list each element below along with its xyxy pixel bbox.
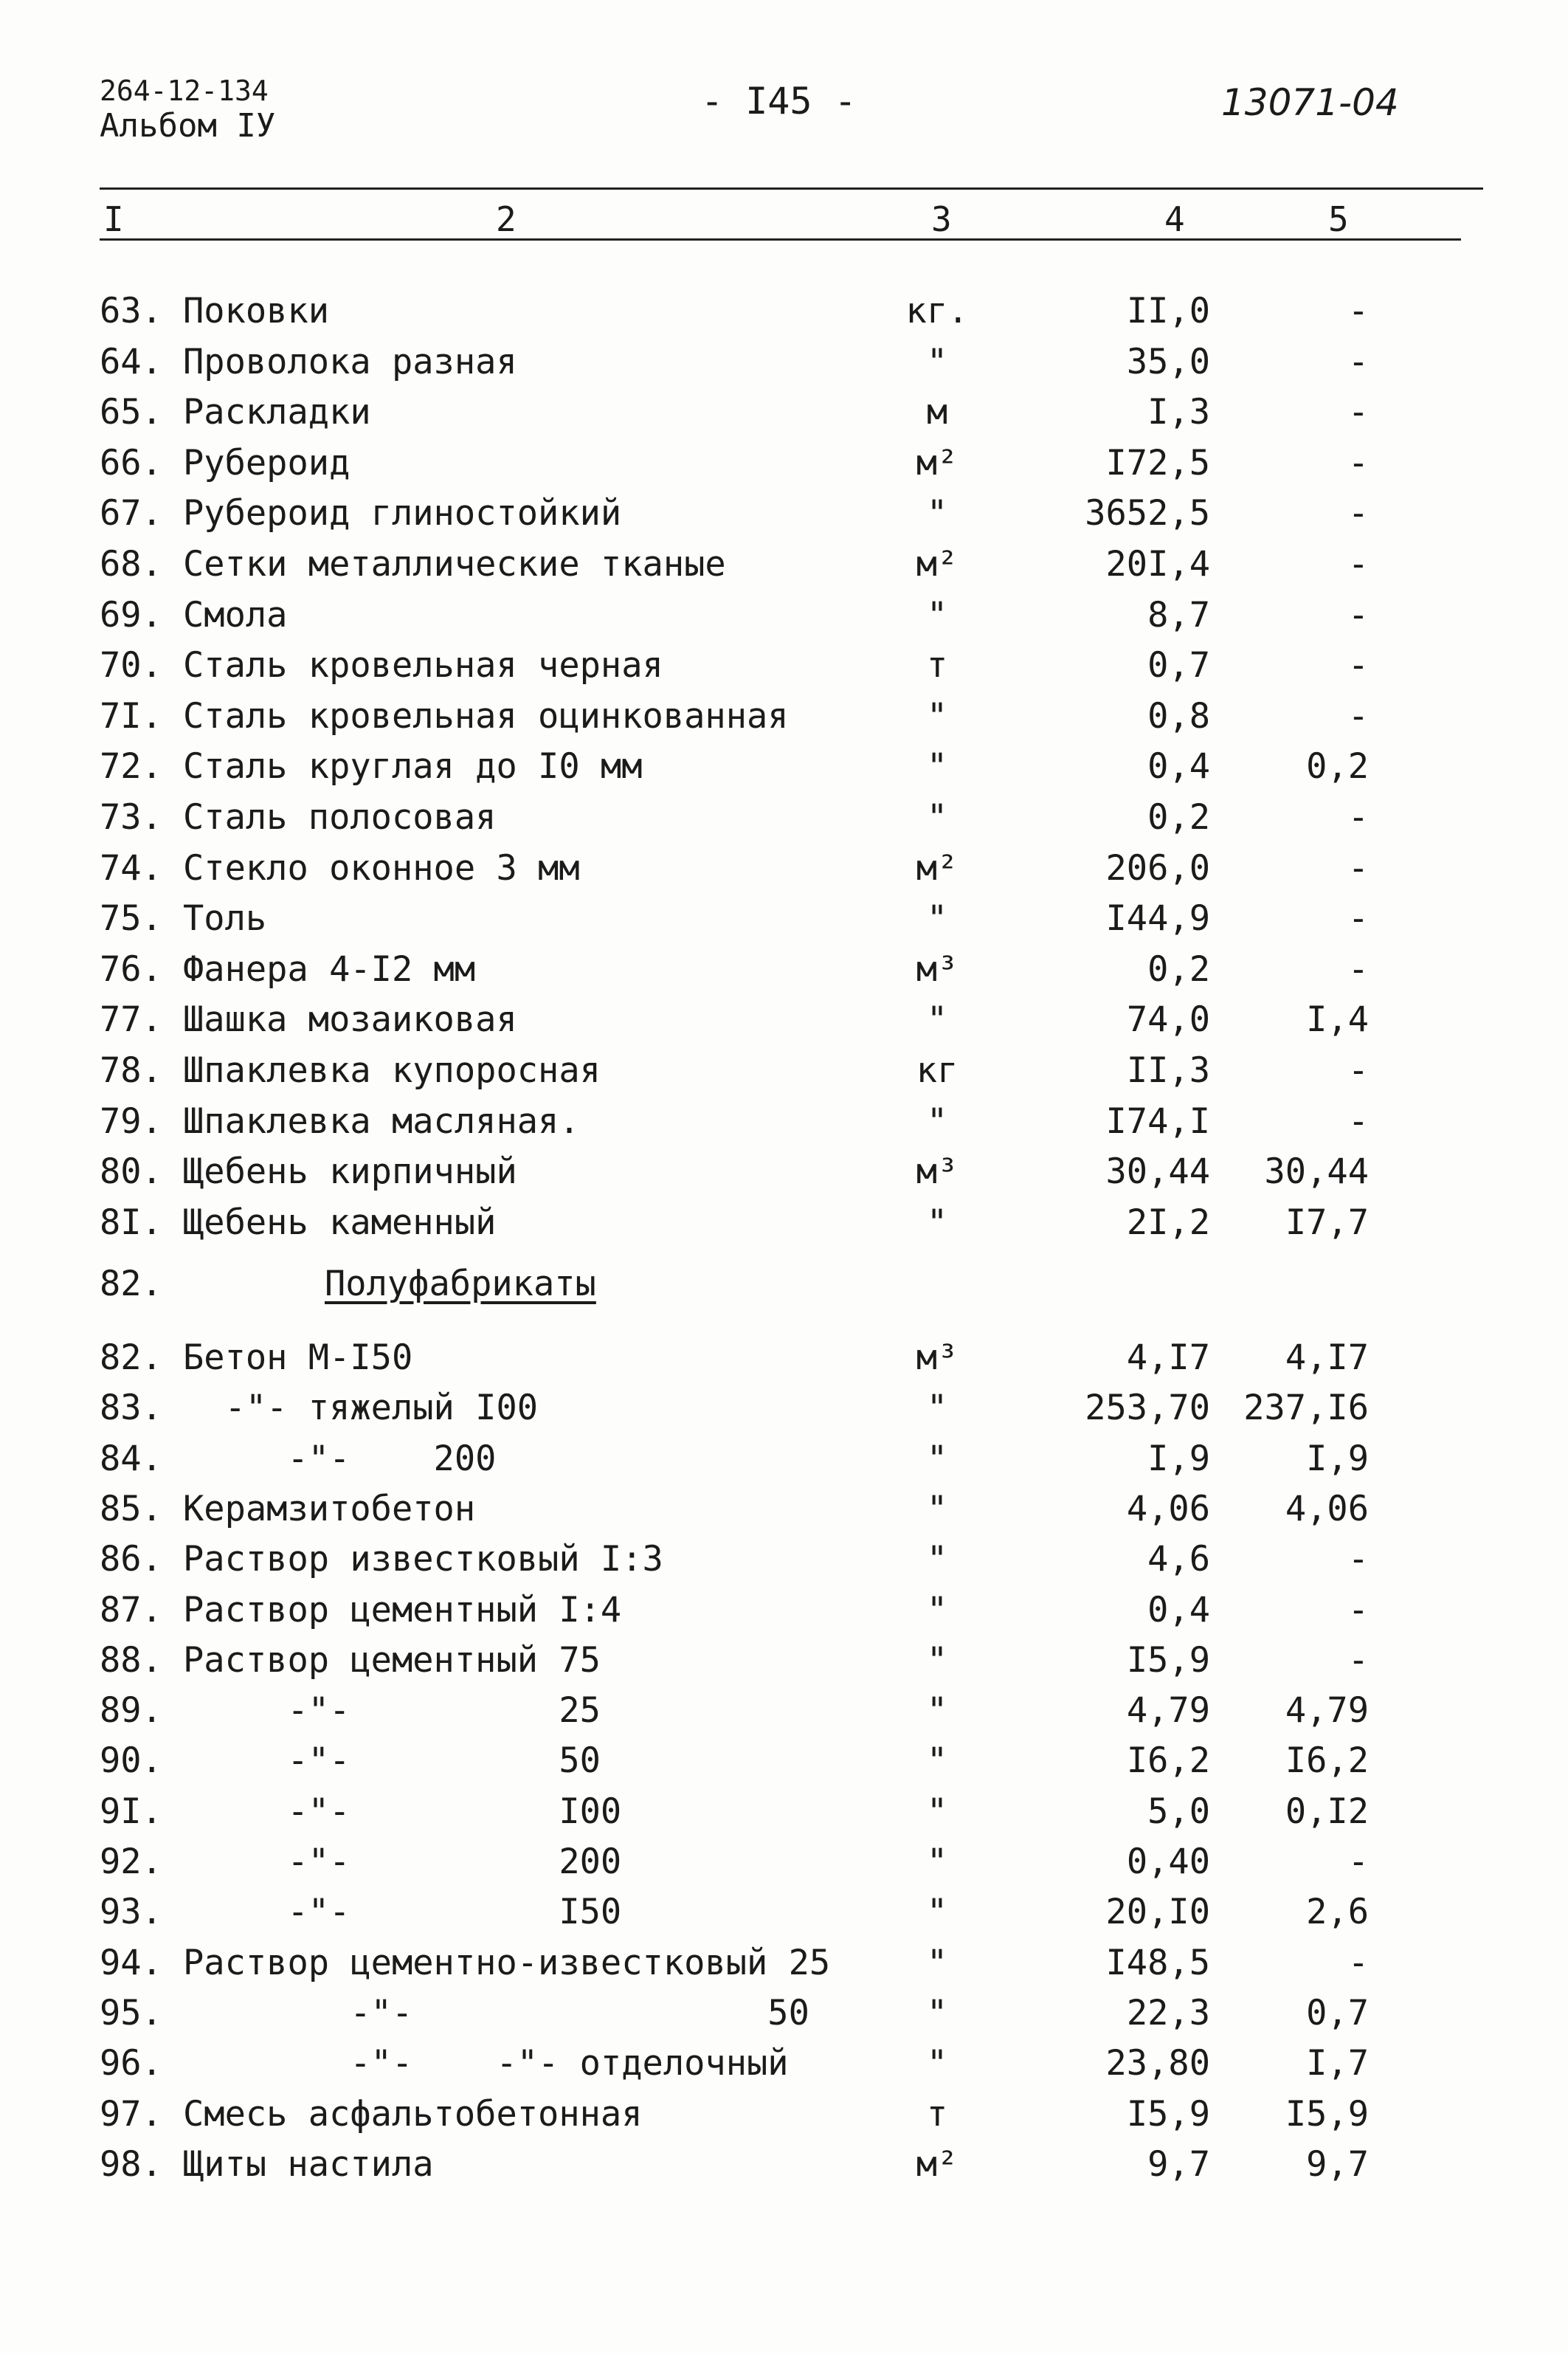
row-unit: м — [926, 392, 948, 433]
row-num: 74. — [100, 847, 162, 889]
row-name: Смесь асфальтобетонная — [183, 2093, 643, 2135]
row-name: Бетон М-I50 — [183, 1337, 413, 1378]
table-row — [0, 489, 1568, 539]
table-row — [0, 945, 1568, 995]
row-v4: I74,I — [1105, 1100, 1210, 1142]
section-number: 82. — [100, 1264, 162, 1304]
row-v4: 0,2 — [1147, 797, 1210, 838]
row-name: Стекло оконное 3 мм — [183, 847, 580, 889]
row-num: 93. — [100, 1892, 162, 1933]
row-unit: " — [926, 1539, 948, 1580]
row-v4: I44,9 — [1105, 898, 1210, 940]
row-num: 63. — [100, 291, 162, 331]
table-row — [0, 1887, 1568, 1937]
row-num: 7I. — [100, 695, 162, 737]
row-num: 76. — [100, 948, 162, 990]
table-row — [0, 1333, 1568, 1383]
column-header-4: 4 — [1164, 199, 1185, 239]
row-v4: 4,06 — [1126, 1488, 1210, 1529]
row-num: 73. — [100, 797, 162, 838]
row-v5: - — [1347, 493, 1369, 534]
row-v4: 22,3 — [1126, 1992, 1210, 2033]
row-v5: - — [1347, 1942, 1369, 1983]
row-v4: 2I,2 — [1126, 1202, 1210, 1243]
row-num: 90. — [100, 1740, 162, 1782]
row-v4: I72,5 — [1105, 442, 1210, 483]
row-v4: 35,0 — [1126, 341, 1210, 382]
row-name: Раскладки — [183, 392, 371, 433]
row-name: Фанера 4-I2 мм — [183, 948, 476, 990]
row-num: 98. — [100, 2143, 162, 2185]
row-name: Щиты настила — [183, 2143, 434, 2185]
row-v5: I,4 — [1306, 999, 1369, 1041]
row-unit: " — [926, 1202, 948, 1243]
table-row — [0, 590, 1568, 641]
row-unit: " — [926, 1992, 948, 2033]
row-v5: - — [1347, 948, 1369, 990]
row-unit: " — [926, 594, 948, 635]
row-unit: т — [926, 2093, 948, 2135]
row-num: 96. — [100, 2043, 162, 2084]
row-unit: т — [926, 645, 948, 686]
row-v4: 20,I0 — [1105, 1892, 1210, 1933]
row-num: 69. — [100, 594, 162, 635]
row-v4: I,3 — [1147, 392, 1210, 433]
row-num: 97. — [100, 2093, 162, 2135]
row-name: Смола — [183, 594, 288, 635]
row-unit: " — [926, 746, 948, 788]
row-v5: 2,6 — [1306, 1892, 1369, 1933]
row-unit: " — [926, 695, 948, 737]
row-v4: 0,40 — [1126, 1842, 1210, 1882]
row-v5: 0,2 — [1306, 746, 1369, 788]
row-name: Толь — [183, 898, 267, 940]
column-header-3: 3 — [931, 199, 952, 239]
row-name: Сталь круглая до I0 мм — [183, 746, 643, 788]
row-v5: 4,79 — [1285, 1690, 1369, 1732]
row-name: Шпаклевка масляная. — [183, 1100, 580, 1142]
row-v4: 23,80 — [1105, 2043, 1210, 2084]
row-name: -"- 25 — [183, 1690, 601, 1732]
row-v4: 253,70 — [1085, 1388, 1210, 1429]
table-row — [0, 1097, 1568, 1147]
row-unit: " — [926, 1388, 948, 1429]
row-unit: м³ — [916, 1151, 959, 1193]
row-name: Сталь полосовая — [183, 797, 497, 838]
row-name: Керамзитобетон — [183, 1488, 476, 1529]
row-v5: - — [1347, 695, 1369, 737]
row-name: Рубероид — [183, 442, 350, 483]
row-num: 87. — [100, 1589, 162, 1630]
row-name: Проволока разная — [183, 341, 517, 382]
row-num: 94. — [100, 1942, 162, 1983]
table-row — [0, 1534, 1568, 1585]
row-v5: - — [1347, 1842, 1369, 1882]
row-name: Раствор цементно-известковый 25 — [183, 1942, 831, 1983]
table-row — [0, 641, 1568, 691]
row-v5: I,7 — [1306, 2043, 1369, 2084]
row-v5: - — [1347, 797, 1369, 838]
row-v4: I5,9 — [1126, 2093, 1210, 2135]
row-v4: 5,0 — [1147, 1791, 1210, 1832]
table-row — [0, 286, 1568, 337]
row-unit: " — [926, 2043, 948, 2084]
table-row — [0, 1938, 1568, 1988]
row-unit: " — [926, 1892, 948, 1933]
row-v5: - — [1347, 291, 1369, 331]
row-v4: 4,6 — [1147, 1539, 1210, 1580]
row-num: 95. — [100, 1992, 162, 2033]
row-num: 70. — [100, 645, 162, 686]
document-code: 264-12-134 — [100, 75, 269, 107]
column-header-5: 5 — [1328, 199, 1349, 239]
row-num: 88. — [100, 1639, 162, 1681]
table-row — [0, 995, 1568, 1045]
row-name: -"- -"- отделочный — [183, 2043, 789, 2084]
row-unit: " — [926, 341, 948, 382]
row-unit: м³ — [916, 948, 959, 990]
row-v5: 4,06 — [1285, 1488, 1369, 1529]
row-name: Сталь кровельная оцинкованная — [183, 695, 789, 737]
row-num: 67. — [100, 493, 162, 534]
row-name: Щебень каменный — [183, 1202, 497, 1243]
row-v5: 237,I6 — [1243, 1388, 1369, 1429]
row-unit: м² — [916, 2143, 959, 2185]
table-row — [0, 337, 1568, 387]
table-row — [0, 1434, 1568, 1484]
row-v4: I6,2 — [1126, 1740, 1210, 1782]
row-v5: - — [1347, 341, 1369, 382]
table-row — [0, 692, 1568, 742]
row-name: -"- 50 — [183, 1992, 809, 2033]
row-unit: " — [926, 999, 948, 1041]
row-num: 89. — [100, 1690, 162, 1732]
table-row — [0, 1736, 1568, 1786]
row-v4: 74,0 — [1126, 999, 1210, 1041]
row-num: 83. — [100, 1388, 162, 1429]
row-num: 80. — [100, 1151, 162, 1193]
row-v5: - — [1347, 1589, 1369, 1630]
column-header-2: 2 — [496, 199, 517, 239]
row-v5: 30,44 — [1264, 1151, 1369, 1193]
row-v5: - — [1347, 1539, 1369, 1580]
row-v5: - — [1347, 1100, 1369, 1142]
row-num: 92. — [100, 1842, 162, 1882]
row-v5: 4,I7 — [1285, 1337, 1369, 1378]
column-header-1: I — [103, 199, 124, 239]
row-unit: м² — [916, 544, 959, 585]
row-num: 85. — [100, 1488, 162, 1529]
row-num: 75. — [100, 898, 162, 940]
row-v5: - — [1347, 898, 1369, 940]
row-name: Раствор цементный I:4 — [183, 1589, 622, 1630]
row-v4: 206,0 — [1105, 847, 1210, 889]
row-unit: " — [926, 797, 948, 838]
table-row — [0, 1686, 1568, 1736]
row-v5: I7,7 — [1285, 1202, 1369, 1243]
row-unit: " — [926, 493, 948, 534]
row-unit: " — [926, 898, 948, 940]
row-v4: 0,4 — [1147, 1589, 1210, 1630]
row-num: 79. — [100, 1100, 162, 1142]
row-v4: II,0 — [1126, 291, 1210, 331]
row-name: -"- тяжелый I00 — [183, 1388, 539, 1429]
row-name: -"- I00 — [183, 1791, 622, 1832]
row-num: 68. — [100, 544, 162, 585]
row-v4: I5,9 — [1126, 1639, 1210, 1681]
table-row — [0, 438, 1568, 489]
row-v5: - — [1347, 594, 1369, 635]
row-v5: - — [1347, 1639, 1369, 1681]
table-row — [0, 387, 1568, 438]
row-num: 78. — [100, 1050, 162, 1091]
row-v5: - — [1347, 544, 1369, 585]
row-v4: II,3 — [1126, 1050, 1210, 1091]
row-unit: " — [926, 1589, 948, 1630]
table-row — [0, 540, 1568, 590]
row-v5: - — [1347, 1050, 1369, 1091]
row-num: 84. — [100, 1438, 162, 1479]
table-row — [0, 2140, 1568, 2190]
row-v4: 0,7 — [1147, 645, 1210, 686]
row-name: Сталь кровельная черная — [183, 645, 663, 686]
row-unit: " — [926, 1942, 948, 1983]
row-v4: 0,8 — [1147, 695, 1210, 737]
row-num: 66. — [100, 442, 162, 483]
table-row — [0, 1147, 1568, 1197]
row-v4: 3652,5 — [1085, 493, 1210, 534]
row-num: 9I. — [100, 1791, 162, 1832]
page-number: - I45 - — [701, 80, 857, 123]
table-row — [0, 1787, 1568, 1837]
row-v5: I,9 — [1306, 1438, 1369, 1479]
row-v4: 0,4 — [1147, 746, 1210, 788]
row-v5: - — [1347, 392, 1369, 433]
row-name: Щебень кирпичный — [183, 1151, 517, 1193]
row-name: -"- 200 — [183, 1842, 622, 1882]
table-row — [0, 1636, 1568, 1686]
row-unit: " — [926, 1438, 948, 1479]
album-label: Альбом IУ — [100, 107, 276, 145]
row-v5: - — [1347, 645, 1369, 686]
row-v5: I5,9 — [1285, 2093, 1369, 2135]
row-num: 8I. — [100, 1202, 162, 1243]
row-num: 86. — [100, 1539, 162, 1580]
row-unit: м³ — [916, 1337, 959, 1378]
row-name: -"- 200 — [183, 1438, 497, 1479]
row-name: Рубероид глиностойкий — [183, 493, 622, 534]
row-unit: " — [926, 1740, 948, 1782]
row-unit: " — [926, 1791, 948, 1832]
row-v5: I6,2 — [1285, 1740, 1369, 1782]
row-unit: кг. — [905, 291, 969, 331]
table-row — [0, 1585, 1568, 1636]
row-v5: 0,I2 — [1285, 1791, 1369, 1832]
table-row — [0, 1484, 1568, 1534]
row-v4: I,9 — [1147, 1438, 1210, 1479]
row-v4: 30,44 — [1105, 1151, 1210, 1193]
row-unit: " — [926, 1100, 948, 1142]
row-name: Раствор известковый I:3 — [183, 1539, 663, 1580]
row-num: 65. — [100, 392, 162, 433]
table-row — [0, 894, 1568, 944]
row-v5: - — [1347, 847, 1369, 889]
section-title: Полуфабрикаты — [325, 1264, 596, 1304]
row-v4: 4,I7 — [1126, 1337, 1210, 1378]
table-row — [0, 1837, 1568, 1887]
row-unit: " — [926, 1690, 948, 1732]
row-v4: 0,2 — [1147, 948, 1210, 990]
row-v5: 9,7 — [1306, 2143, 1369, 2185]
row-unit: " — [926, 1488, 948, 1529]
row-name: -"- I50 — [183, 1892, 622, 1933]
row-unit: м² — [916, 442, 959, 483]
table-row — [0, 793, 1568, 843]
row-name: -"- 50 — [183, 1740, 601, 1782]
row-unit: " — [926, 1842, 948, 1882]
row-v5: - — [1347, 442, 1369, 483]
row-v4: 8,7 — [1147, 594, 1210, 635]
table-row — [0, 1988, 1568, 2039]
table-row — [0, 742, 1568, 792]
row-v4: 20I,4 — [1105, 544, 1210, 585]
table-row — [0, 844, 1568, 894]
section-heading — [100, 1259, 596, 1309]
table-row — [0, 2039, 1568, 2089]
row-name: Поковки — [183, 291, 330, 331]
row-name: Шпаклевка купоросная — [183, 1050, 601, 1091]
table-row — [0, 2090, 1568, 2140]
row-v4: 4,79 — [1126, 1690, 1210, 1732]
row-num: 72. — [100, 746, 162, 788]
row-unit: м² — [916, 847, 959, 889]
row-unit: " — [926, 1639, 948, 1681]
row-v4: 9,7 — [1147, 2143, 1210, 2185]
row-num: 64. — [100, 341, 162, 382]
table-row — [0, 1046, 1568, 1096]
row-num: 82. — [100, 1337, 162, 1378]
table-row — [0, 1383, 1568, 1433]
row-num: 77. — [100, 999, 162, 1041]
row-unit: кг — [916, 1050, 959, 1091]
row-v5: 0,7 — [1306, 1992, 1369, 2033]
row-name: Сетки металлические тканые — [183, 544, 726, 585]
document-number: 13071-04 — [1221, 81, 1399, 124]
row-name: Шашка мозаиковая — [183, 999, 517, 1041]
row-v4: I48,5 — [1105, 1942, 1210, 1983]
table-row — [0, 1198, 1568, 1248]
row-name: Раствор цементный 75 — [183, 1639, 601, 1681]
